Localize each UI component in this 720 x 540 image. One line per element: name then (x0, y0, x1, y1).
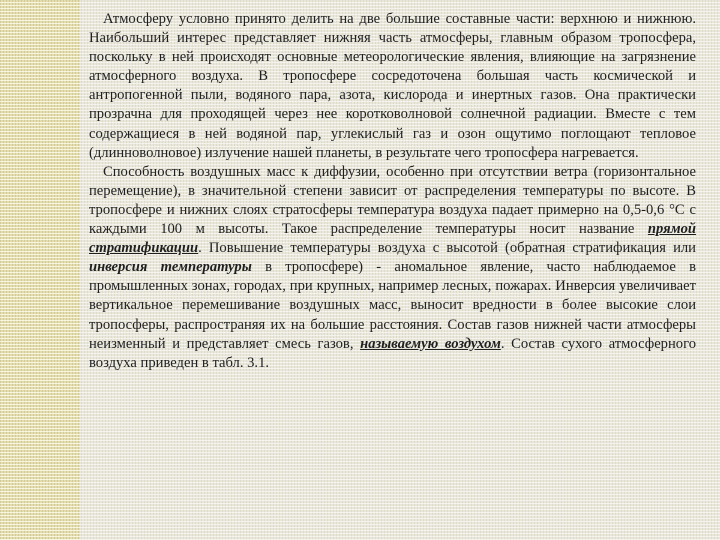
paragraph-text-part: . Состав сухого атмосферного воздуха приведен в табл. 3.1. (89, 335, 696, 371)
paragraph-diffusion (89, 163, 696, 373)
paragraph-text-part: в тропосфере) - аномальное явление, часто наблюдаемое в промышленных зонах, городах, при крупных, например лесных, пожарах. Инверсия увеличивает вертикальное перемешивание воздушных масс, выносит вредности в более высокие слои тропосферы, распространяя их на большие расстояния. Состав газов нижней части атмосферы неизменный и представляет смесь газов, (89, 259, 696, 352)
left-decorative-stripe (0, 0, 80, 540)
document-text (89, 10, 696, 373)
paragraph-troposphere: Атмосферу условно принято делить на две большие составные части: верхнюю и нижнюю. Наибольший интерес представляет нижняя часть атмосферы, главным образом тропосфера, поскольку в ней происходят основные метеорологические явления, влияющие на загрязнение атмосферного воздуха. В тропосфере сосредоточена большая часть космической и антропогенной пыли, водяного пара, азота, кислорода и инертных газов. Она практически прозрачна для проходящей через нее коротковолновой солнечной радиации. Вместе с тем содержащиеся в ней водяной пар, углекислый газ и озон ощутимо поглощают тепловое (длинноволновое) излучение нашей планеты, в результате чего тропосфера нагревается. (89, 11, 696, 161)
paragraph-text-part: . Повышение температуры воздуха с высотой (обратная стратификация или (198, 240, 696, 257)
term-called-air: называемую воздухом (360, 335, 501, 352)
term-direct-stratification: прямой стратификации (89, 221, 696, 257)
paragraph-text-part: Способность воздушных масс к диффузии, особенно при отсутствии ветра (горизонтальное перемещение), в значительной степени зависит от распределения температуры по высоте. В тропосфере и нижних слоях стратосферы температура воздуха падает примерно на 0,5-0,6 °С с каждыми 100 м высоты. Такое распределение температуры носит название (89, 163, 696, 238)
term-temperature-inversion: инверсия температуры (89, 259, 252, 276)
